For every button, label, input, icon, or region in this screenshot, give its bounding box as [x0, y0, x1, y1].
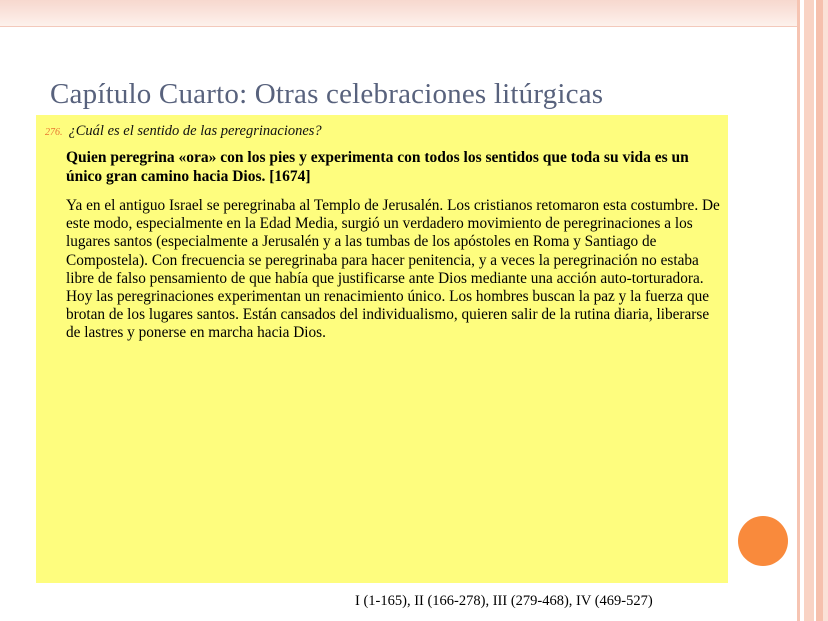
answer-summary: Quien peregrina «ora» con los pies y experimenta con todos los sentidos que toda su vida es un único gran camino hacia Dios. [1674] — [66, 149, 689, 185]
question-row — [45, 122, 322, 140]
stripe — [823, 0, 828, 621]
question-text: ¿Cuál es el sentido de las peregrinaciones? — [68, 123, 322, 139]
top-band-divider — [0, 26, 800, 27]
answer-body: Ya en el antiguo Israel se peregrinaba al Templo de Jerusalén. Los cristianos retomaron esta costumbre. De este modo, especialmente en la Edad Media, surgió un verdadero movimiento de peregrinaciones a los lugares santos (especialmente a Jerusalén y a las tumbas de los apóstoles en Roma y Santiago de Compostela). Con frecuencia se peregrinaba para hacer penitencia, y a veces la peregrinación no estaba libre de falso pensamiento de que había que justificarse ante Dios mediante una acción auto-torturadora. Hoy las peregrinaciones experimentan un renacimiento único. Los hombres buscan la paz y la fuerza que brotan de los lugares santos. Están cansados del individualismo, quieren salir de la rutina diaria, liberarse de lastres y ponerse en marcha hacia Dios. — [66, 197, 720, 342]
stripe — [804, 0, 814, 621]
section-index-footer: I (1-165), II (166-278), III (279-468), IV (469-527) — [355, 593, 653, 609]
right-decorative-stripes — [797, 0, 828, 621]
slide-title: Capítulo Cuarto: Otras celebraciones litúrgicas — [50, 78, 604, 110]
decorative-circle — [738, 516, 788, 566]
stripe — [816, 0, 823, 621]
top-decorative-band — [0, 0, 800, 26]
question-number: 276. — [45, 127, 63, 138]
